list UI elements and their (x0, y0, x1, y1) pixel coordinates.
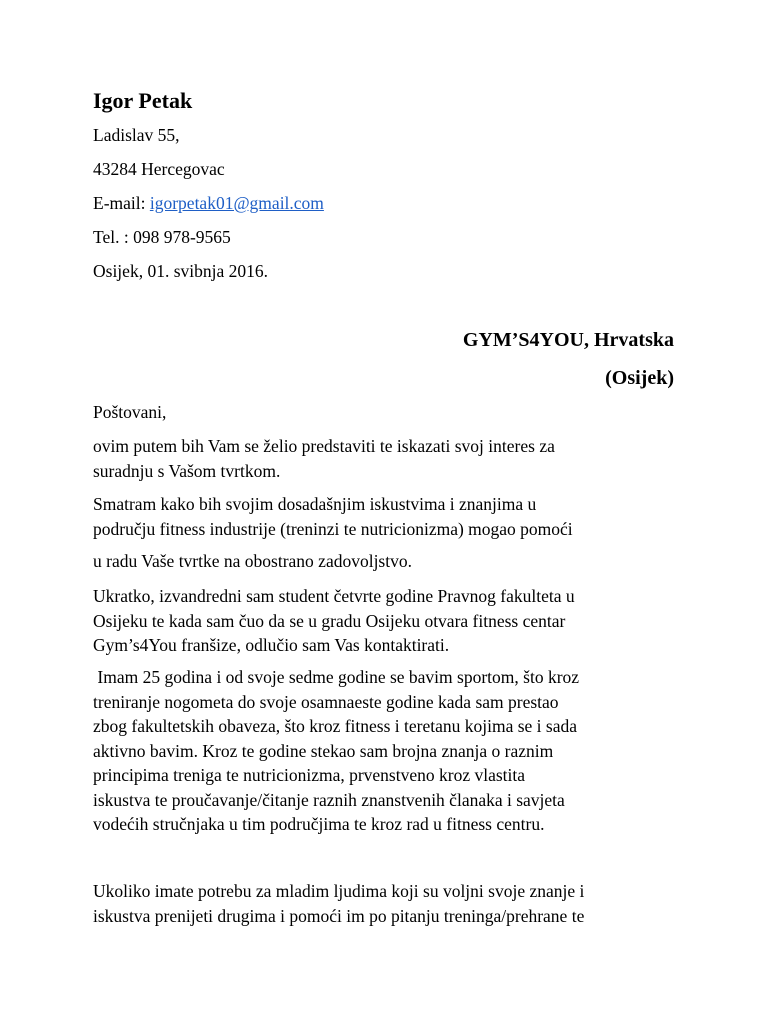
paragraph-line: Ukratko, izvandredni sam student četvrte godine Pravnog fakulteta u (93, 586, 575, 606)
sender-name: Igor Petak (93, 88, 193, 113)
paragraph-line: ovim putem bih Vam se želio predstaviti te iskazati svoj interes za (93, 436, 555, 456)
paragraph-3 (93, 549, 683, 574)
place-date: Osijek, 01. svibnja 2016. (93, 261, 268, 281)
paragraph-2 (93, 492, 683, 541)
salutation: Poštovani, (93, 402, 167, 422)
paragraph-line: iskustva prenijeti drugima i pomoći im po pitanju treninga/prehrane te (93, 905, 585, 926)
paragraph-line: području fitness industrije (treninzi te nutricionizma) mogao pomoći (93, 518, 573, 539)
paragraph-line: aktivno bavim. Kroz te godine stekao sam brojna znanja o raznim (93, 740, 554, 761)
email-link[interactable]: igorpetak01@gmail.com (149, 193, 324, 213)
sender-email-row (93, 191, 324, 216)
email-label: E-mail: (93, 193, 150, 213)
sender-address-line2: 43284 Hercegovac (93, 159, 225, 179)
paragraph-line: zbog fakultetskih obaveza, što kroz fitness i teretanu kojima se i sada (93, 716, 578, 736)
recipient-line1: GYM’S4YOU, Hrvatska (462, 329, 674, 351)
paragraph-4 (93, 584, 683, 658)
paragraph-line: Osijeku te kada sam čuo da se u gradu Osijeku otvara fitness centar (93, 610, 566, 631)
sender-phone: Tel. : 098 978-9565 (93, 227, 231, 247)
paragraph-line: principima treniga te nutricionizma, prvenstveno kroz vlastita (93, 765, 526, 785)
paragraph-line: suradnju s Vašom tvrtkom. (93, 460, 281, 481)
recipient-line2: (Osijek) (605, 367, 674, 389)
paragraph-1 (93, 434, 683, 483)
paragraph-line: Ukoliko imate potrebu za mladim ljudima koji su voljni svoje znanje i (93, 881, 585, 901)
paragraph-5 (93, 665, 683, 837)
sender-address-line1: Ladislav 55, (93, 125, 180, 145)
paragraph-line: Smatram kako bih svojim dosadašnjim iskustvima i znanjima u (93, 494, 537, 514)
paragraph-line: Imam 25 godina i od svoje sedme godine se bavim sportom, što kroz (93, 667, 580, 687)
paragraph-6 (93, 879, 683, 928)
paragraph-line: vodećih stručnjaka u tim područjima te kroz rad u fitness centru. (93, 814, 545, 834)
paragraph-line: treniranje nogometa do svoje osamnaeste godine kada sam prestao (93, 691, 559, 712)
paragraph-line: iskustva te proučavanje/čitanje raznih znanstvenih članaka i savjeta (93, 789, 565, 810)
paragraph-line: u radu Vaše tvrtke na obostrano zadovoljstvo. (93, 551, 412, 571)
paragraph-line: Gym’s4You franšize, odlučio sam Vas kontaktirati. (93, 635, 450, 655)
